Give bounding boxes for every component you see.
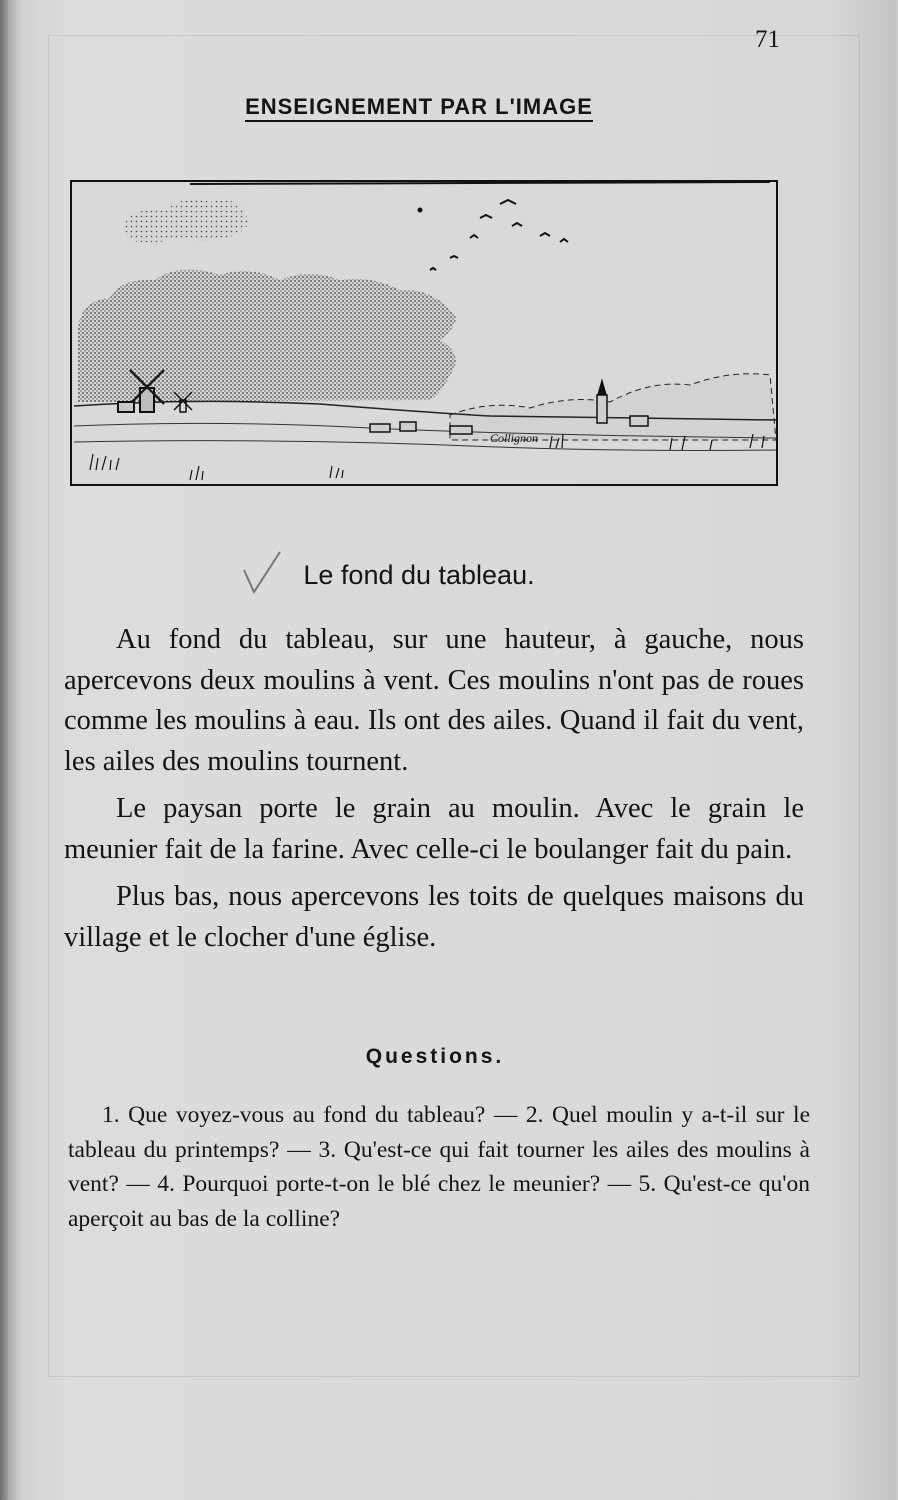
landscape-illustration xyxy=(70,180,778,486)
questions-text: 1. Que voyez-vous au fond du tableau? — 2. Quel moulin y a-t-il sur le tableau du printemps? — 3. Qu'est-ce qui fait tourner les ailes des moulins à vent? — 4. Pourquoi porte-t-on le blé chez le meunier? — 5. Qu'est-ce qu'on aperçoit au bas de la colline? xyxy=(68,1102,810,1232)
lesson-body xyxy=(64,620,804,965)
questions-heading: Questions. xyxy=(365,1045,505,1068)
book-binding xyxy=(0,0,8,1500)
page-heading xyxy=(0,94,838,120)
landscape-drawing xyxy=(70,180,778,486)
lesson-title: Le fond du tableau. xyxy=(303,560,535,590)
illustration-signature: Collignon xyxy=(490,431,539,445)
questions-list xyxy=(68,1098,810,1236)
lesson-paragraph: Au fond du tableau, sur une hauteur, à gauche, nous apercevons deux moulins à vent. Ces moulins n'ont pas de roues comme les moulins à eau. Ils ont des ailes. Quand il fait du vent, les ailes des moulins tournent. xyxy=(64,624,804,777)
lesson-paragraph: Plus bas, nous apercevons les toits de quelques maisons du village et le clocher d'une église. xyxy=(64,881,804,953)
page-number: 71 xyxy=(755,26,780,53)
page-heading-text: ENSEIGNEMENT PAR L'IMAGE xyxy=(245,94,593,122)
lesson-paragraph: Le paysan porte le grain au moulin. Avec le grain le meunier fait de la farine. Avec celle-ci le boulanger fait du pain. xyxy=(64,793,804,865)
